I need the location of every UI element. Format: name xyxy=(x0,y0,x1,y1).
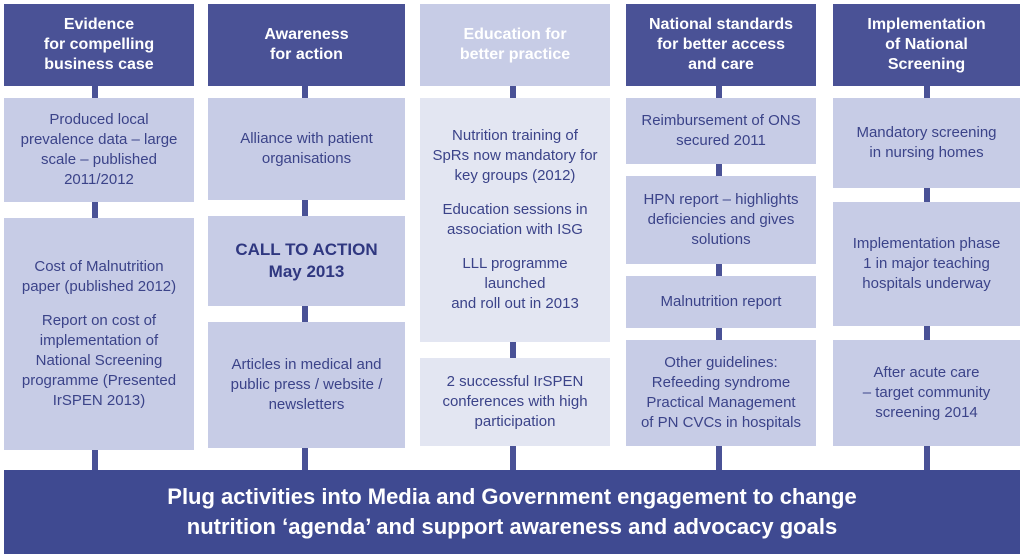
box-implementation-nursing-homes: Mandatory screening in nursing homes xyxy=(833,98,1020,188)
box-evidence-prevalence: Produced local prevalence data – large scale – published 2011/2012 xyxy=(4,98,194,202)
header-implementation: Implementation of National Screening xyxy=(833,4,1020,86)
box-education-part-3: LLL programme launched and roll out in 2013 xyxy=(451,255,579,312)
box-standards-hpn-report: HPN report – highlights deficiencies and gives solutions xyxy=(626,176,816,264)
box-evidence-cost xyxy=(4,218,194,450)
header-education: Education for better practice xyxy=(420,4,610,86)
box-implementation-phase-1: Implementation phase 1 in major teaching hospitals underway xyxy=(833,202,1020,326)
box-implementation-community: After acute care – target community screening 2014 xyxy=(833,340,1020,446)
box-education-part-1: Nutrition training of SpRs now mandatory for key groups (2012) xyxy=(432,127,598,184)
box-standards-malnutrition-report: Malnutrition report xyxy=(626,276,816,328)
box-evidence-cost-part-1: Cost of Malnutrition paper (published 2012) xyxy=(21,258,177,295)
header-standards: National standards for better access and care xyxy=(626,4,816,86)
box-awareness-articles: Articles in medical and public press / website / newsletters xyxy=(208,322,405,448)
header-evidence: Evidence for compelling business case xyxy=(4,4,194,86)
footer-banner: Plug activities into Media and Government engagement to change nutrition ‘agenda’ and support awareness and advocacy goals xyxy=(4,470,1020,554)
box-standards-other-guidelines: Other guidelines: Refeeding syndrome Practical Management of PN CVCs in hospitals xyxy=(626,340,816,446)
box-education-part-2: Education sessions in association with ISG xyxy=(442,201,588,238)
box-evidence-cost-part-2: Report on cost of implementation of National Screening programme (Presented IrSPEN 2013) xyxy=(21,312,177,409)
box-standards-reimbursement: Reimbursement of ONS secured 2011 xyxy=(626,98,816,164)
box-education-training xyxy=(420,98,610,342)
box-awareness-call-to-action: CALL TO ACTION May 2013 xyxy=(208,216,405,306)
header-awareness: Awareness for action xyxy=(208,4,405,86)
box-awareness-alliance: Alliance with patient organisations xyxy=(208,98,405,200)
box-education-conferences: 2 successful IrSPEN conferences with high participation xyxy=(420,358,610,446)
